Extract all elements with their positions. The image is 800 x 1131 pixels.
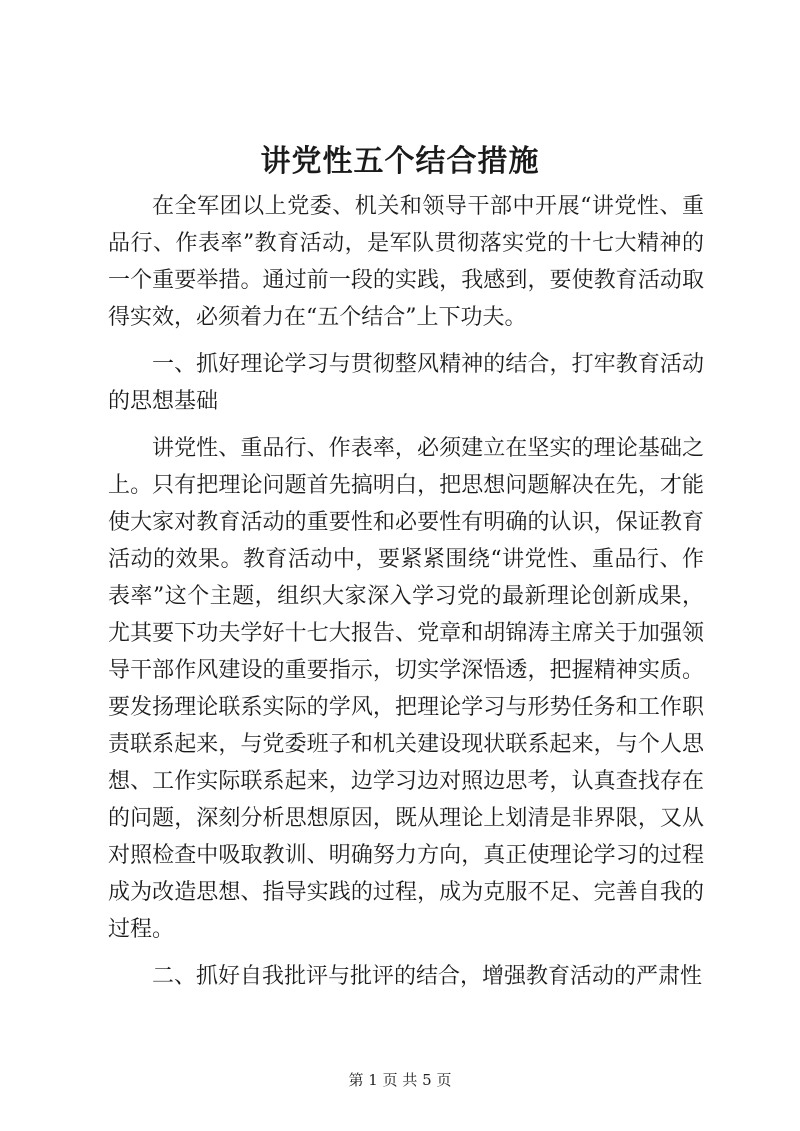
section-body-1: 讲党性、重品行、作表率，必须建立在坚实的理论基础之上。只有把理论问题首先搞明白，把思想问题解决在先，才能使大家对教育活动的重要性和必要性有明确的认识，保证教育活动的效果。教育活动中，要紧紧围绕“讲党性、重品行、作表率”这个主题，组织大家深入学习党的最新理论创新成果，尤其要下功夫学好十七大报告、党章和胡锦涛主席关于加强领导干部作风建设的重要指示，切实学深悟透，把握精神实质。要发扬理论联系实际的学风，把理论学习与形势任务和工作职责联系起来，与党委班子和机关建设现状联系起来，与个人思想、工作实际联系起来，边学习边对照边思考，认真查找存在的问题，深刻分析思想原因，既从理论上划清是非界限，又从对照检查中吸取教训、明确努力方向，真正使理论学习的过程成为改造思想、指导实践的过程，成为克服不足、完善自我的过程。 (108, 436, 704, 942)
document-body (108, 188, 704, 1005)
page-title: 讲党性五个结合措施 (260, 144, 540, 179)
intro-paragraph: 在全军团以上党委、机关和领导干部中开展“讲党性、重品行、作表率”教育活动，是军队贯彻落实党的十七大精神的一个重要举措。通过前一段的实践，我感到，要使教育活动取得实效，必须着力在“五个结合”上下功夫。 (108, 194, 704, 330)
section-heading-2: 二、抓好自我批评与批评的结合，增强教育活动的严肃性 (152, 964, 703, 989)
page-footer: 第 1 页 共 5 页 (348, 1071, 452, 1089)
section-heading-1: 一、抓好理论学习与贯彻整风精神的结合，打牢教育活动的思想基础 (108, 352, 704, 414)
